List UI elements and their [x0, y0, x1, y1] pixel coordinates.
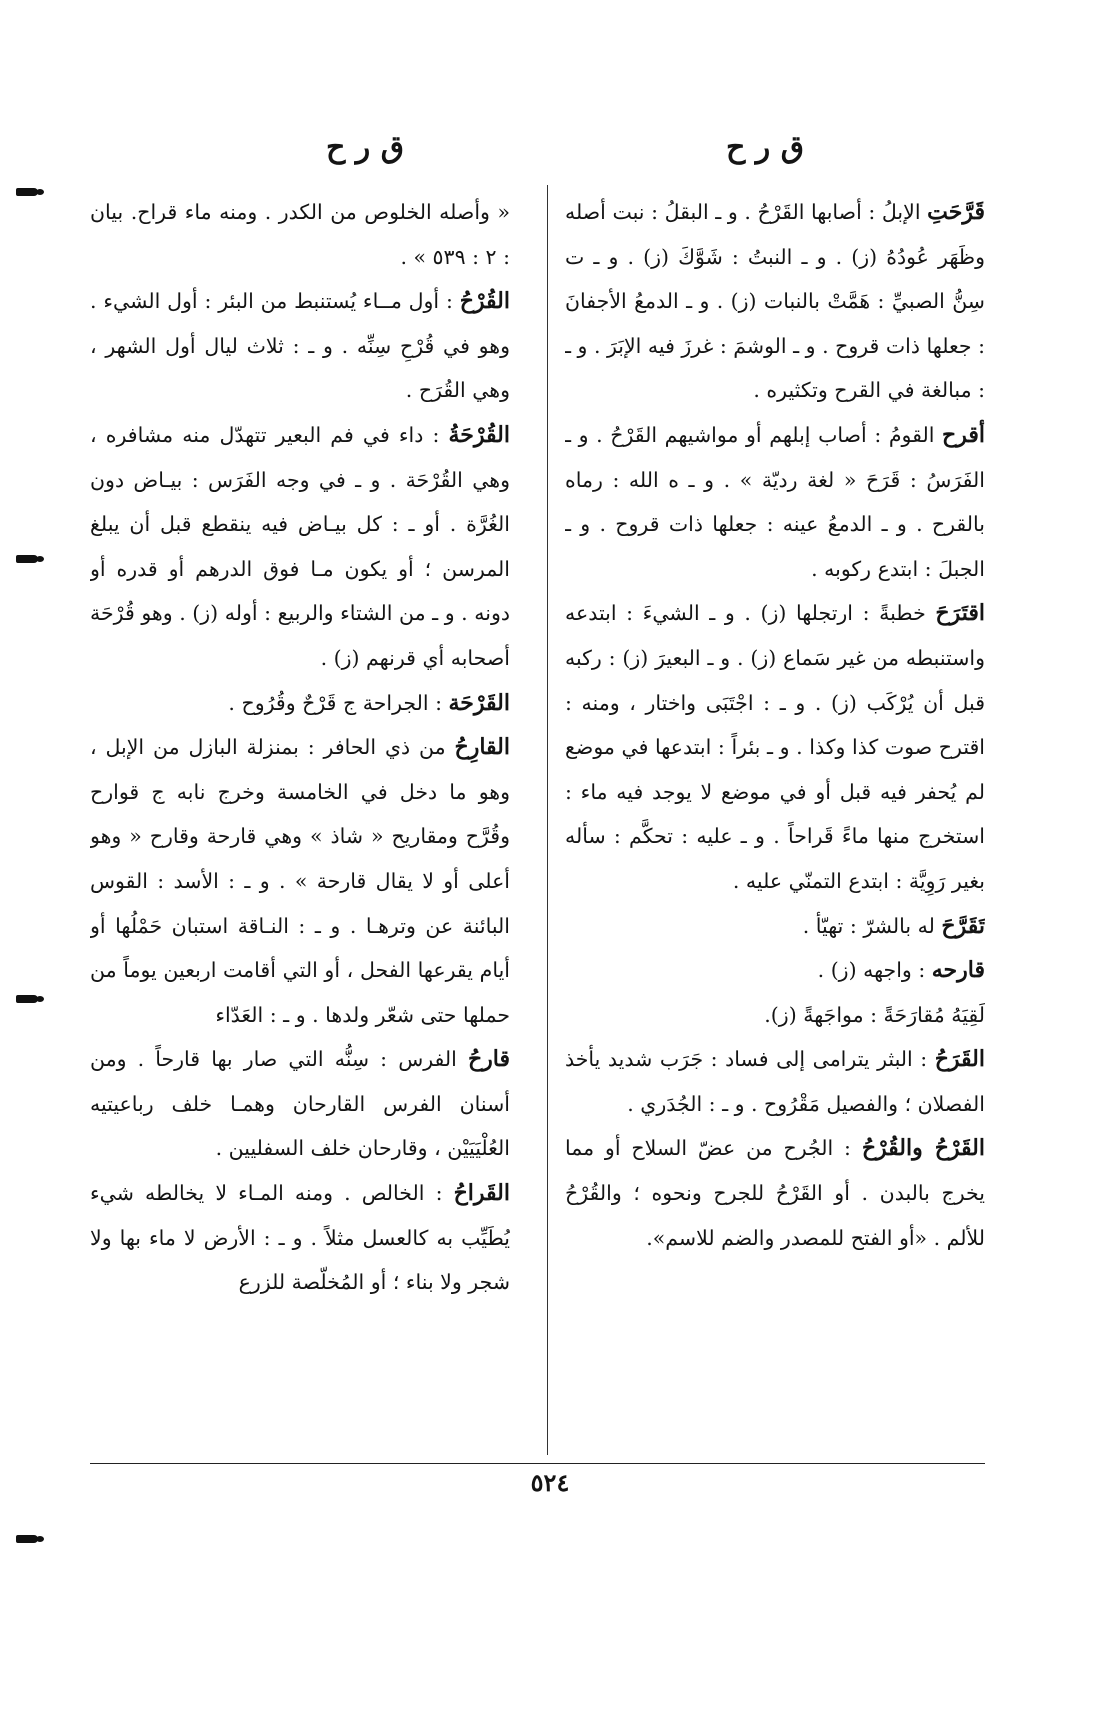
entry [90, 681, 510, 726]
definition: : داء في فم البعير تتهدّل منه مشافره ، وهي القُرْحَة . و ـ في وجه الفَرَس : بيـاض دون الغُرَّة . أو ـ : كل بيـاض فيه ينقطع قبل أن يبلغ المرسن ؛ أو يكون مـا فوق الدرهم أو قدره أو دونه . و ـ من الشتاء والربيع : أوله (ز) . وهو قُرْحَة أصحابه أي قرنهم (ز) . [90, 422, 510, 670]
definition: خطبةً : ارتجلها (ز) . و ـ الشيءَ : ابتدعه واستنبطه من غير سَماع (ز) . و ـ البعيرَ (ز) : ركبه قبل أن يُرْكَب (ز) . و ـ : اجْتَبَى واختار ، ومنه : اقترح صوت كذا وكذا . و ـ بئراً : ابتدعها في موضع لم يُحفر فيه قبل أو في موضع لا يوجد فيه ماء : استخرج منها ماءً قَراحاً . و ـ عليه : تحكَّم : سأله بغير رَوِيَّة : ابتدع التمنّي عليه . [565, 601, 985, 893]
headword: تَقَرَّحَ [941, 912, 985, 939]
headword: القَرْحُ والقُرْحُ [861, 1135, 985, 1162]
margin-mark-icon [16, 188, 38, 196]
headword: اقتَرَحَ [935, 600, 985, 627]
margin-mark-icon [16, 555, 38, 563]
headword: القَرَحُ [934, 1046, 985, 1073]
entry [565, 1126, 985, 1260]
entry [90, 1037, 510, 1171]
column-divider [547, 185, 548, 1455]
definition: : الجُرح من عضّ السلاح أو مما يخرج بالبدن . أو القَرْحُ للجرح ونحوه ؛ والقُرْحُ للألم . «أو الفتح للمصدر والضم للاسم». [565, 1136, 985, 1250]
entry [90, 413, 510, 681]
definition: له بالشرّ : تهيّأ . [802, 913, 942, 938]
left-column [90, 190, 510, 1450]
headword: القُرْحَةُ [448, 421, 510, 448]
headword: قَرَّحَتِ [927, 199, 985, 225]
headword: القارِحُ [454, 734, 510, 761]
definition: لَقِيَهُ مُقارَحَةً : مواجَهةً (ز). [764, 1002, 985, 1027]
headword: قارحه [931, 957, 985, 984]
margin-mark-icon [16, 1535, 38, 1543]
margin-mark-icon [16, 995, 38, 1003]
header-root-right: ق ر ح [725, 130, 805, 165]
headword: قارحُ [467, 1046, 510, 1073]
entry [565, 948, 985, 993]
entry [90, 190, 510, 279]
entry [565, 591, 985, 903]
entry [565, 904, 985, 949]
headword: القَراحُ [453, 1180, 510, 1207]
headword: أقرح [942, 421, 985, 448]
headword: القَرْحَة [448, 689, 510, 716]
entry [90, 279, 510, 413]
definition: « وأصله الخلوص من الكدر . ومنه ماء قراح. بيان : ٢ : ٥٣٩ » . [90, 200, 510, 269]
definition: : الخالص . ومنه المـاء لا يخالطه شيء يُطَيِّب به كالعسل مثلاً . و ـ : الأرض لا ماء بها ولا شجر ولا بناء ؛ أو المُخلّصة للزرع [90, 1181, 510, 1295]
definition: الإبلُ : أصابها القَرْحُ . و ـ البقلُ : نبت أصله وظَهَر عُودُهُ (ز) . و ـ النبتُ : شَوَّكَ (ز) . و ـ ت سِنُّ الصبيِّ : هَمَّتْ بالنبات (ز) . و ـ الدمعُ الأجفانَ : جعلها ذات قروح . و ـ الوشمَ : غرزَ فيه الإبَرَ . و ـ : مبالغة في القرح وتكثيره . [565, 200, 985, 403]
definition: : أول مــاء يُستنبط من البئر : أول الشيء . وهو في قُرْحِ سِنِّه . و ـ : ثلاث ليال أول الشهر ، وهي القُرَح . [90, 289, 510, 403]
definition: من ذي الحافر : بمنزلة البازل من الإبل ، وهو ما دخل في الخامسة وخرج نابه ج قوارح وقُرَّح ومقاريح « شاذ » وهي قارحة وقارح « وهو أعلى أو لا يقال قارحة » . و ـ : الأسد : القوس البائنة عن وترهـا . و ـ : النـاقة استبان حَمْلُها أو أيام يقرعها الفحل ، أو التي أقامت اربعين يوماً من حملها حتى شعّر ولدها . و ـ : العَدّاء [90, 735, 510, 1027]
header-root-left: ق ر ح [325, 130, 405, 165]
definition: : البثر يترامى إلى فساد : جَرَب شديد يأخذ الفصلان ؛ والفصيل مَقْرُوح . و ـ : الجُدَري . [565, 1047, 985, 1116]
right-column [565, 190, 985, 1450]
footer-rule [90, 1463, 985, 1464]
page-number: ٥٢٤ [530, 1468, 570, 1497]
entry [90, 1171, 510, 1305]
entry [565, 190, 985, 413]
headword: القُرْحُ [459, 288, 510, 315]
entry [565, 413, 985, 591]
definition: الفرس : سِنُّه التي صار بها قارحاً . ومن أسنان الفرس القارحان وهمـا خلف رباعيتيه العُلْيَيَيْن ، وقارحان خلف السفليين . [90, 1047, 510, 1161]
definition: القومُ : أصاب إبلهم أو مواشيهم القَرْحُ . و ـ الفَرَسُ : قَرَحَ « لغة رديّة » . و ـ ه الله : رماه بالقرح . و ـ الدمعُ عينه : جعلها ذات قروح . و ـ الجبلَ : ابتدع ركوبه . [565, 422, 985, 581]
definition: : واجهه (ز) . [817, 958, 932, 983]
entry [565, 993, 985, 1038]
definition: : الجراحة ج قَرْحٌ وقُرُوح . [228, 690, 449, 715]
entry [90, 725, 510, 1037]
entry [565, 1037, 985, 1126]
